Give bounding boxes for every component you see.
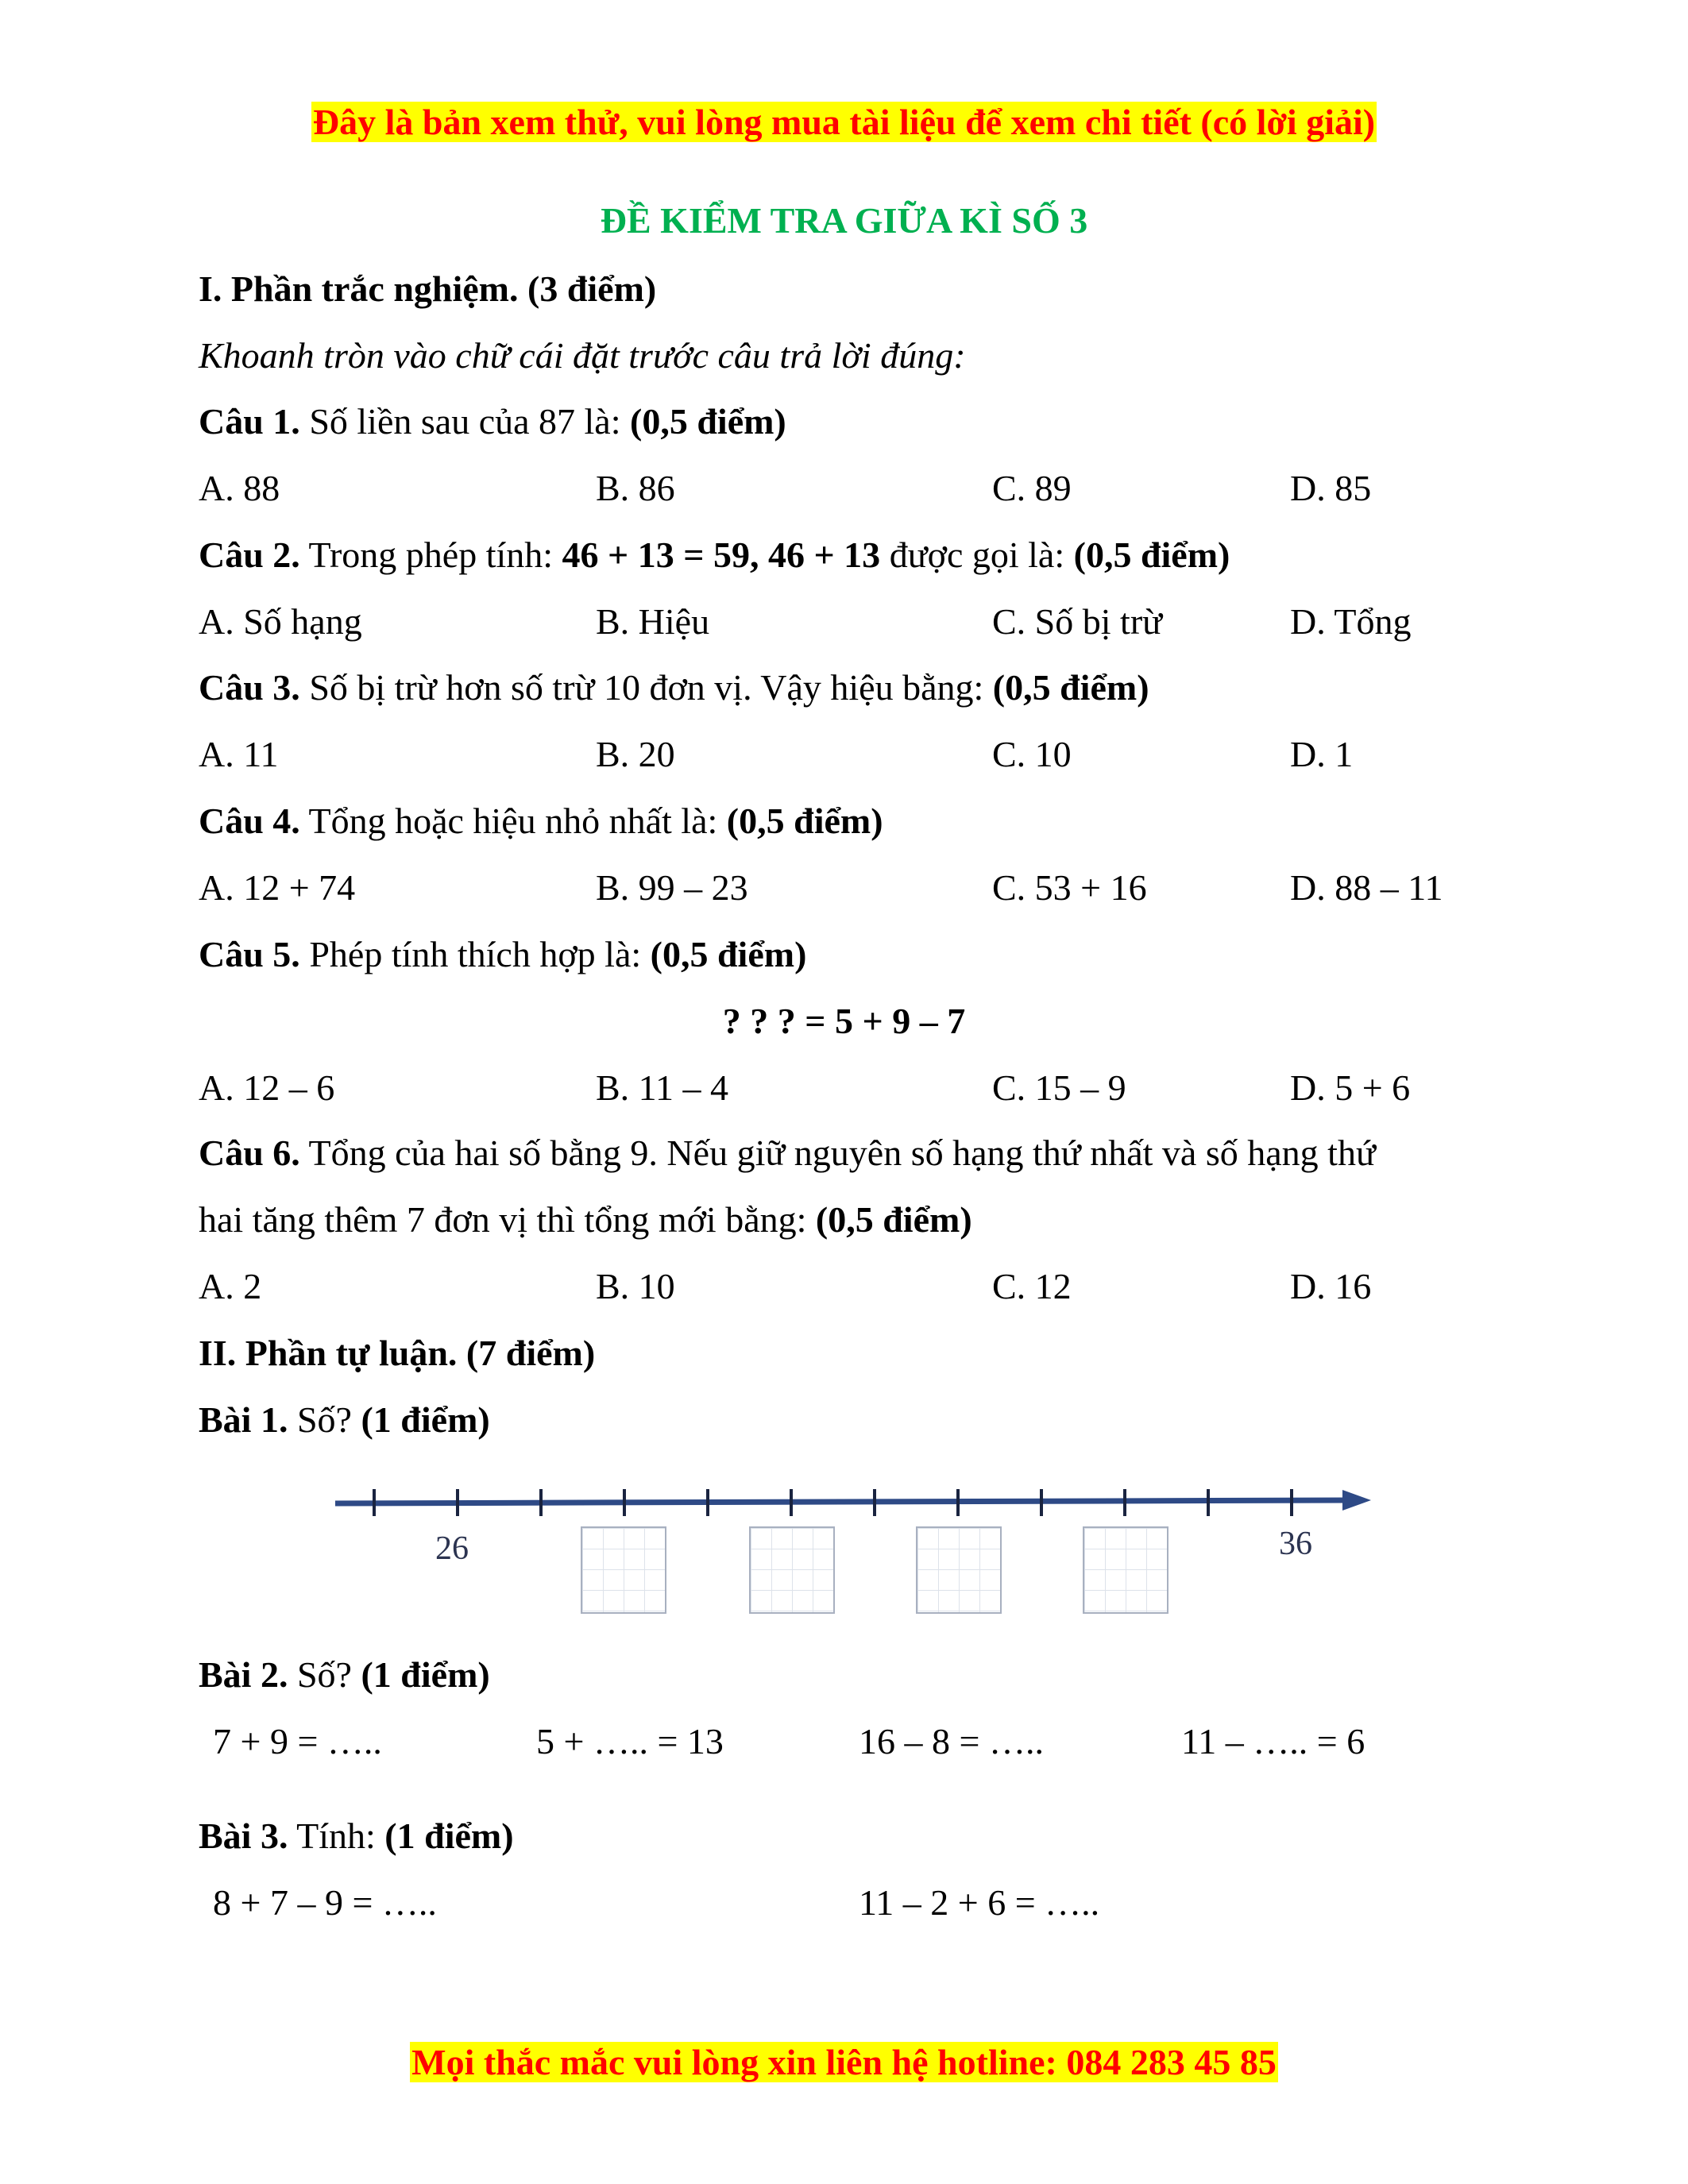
- bai3-heading: Bài 3. Tính: (1 điểm): [199, 1815, 514, 1856]
- q2-option-b[interactable]: B. Hiệu: [596, 601, 710, 642]
- bai2-item-3: 16 – 8 = …..: [859, 1721, 1044, 1761]
- q5-option-a[interactable]: A. 12 – 6: [199, 1067, 335, 1108]
- q2-option-c[interactable]: C. Số bị trừ: [992, 601, 1163, 642]
- question-3: Câu 3. Số bị trừ hơn số trừ 10 đơn vị. Vậy hiệu bằng: (0,5 điểm): [199, 667, 1149, 708]
- bai2-item-4: 11 – ….. = 6: [1181, 1721, 1365, 1761]
- q5-option-c[interactable]: C. 15 – 9: [992, 1067, 1126, 1108]
- numberline-start-label: 26: [435, 1530, 469, 1567]
- numberline-end-label: 36: [1279, 1526, 1312, 1562]
- preview-banner: Đây là bản xem thử, vui lòng mua tài liệu để xem chi tiết (có lời giải): [312, 102, 1376, 142]
- answer-box[interactable]: [749, 1526, 835, 1614]
- question-2: Câu 2. Trong phép tính: 46 + 13 = 59, 46 + 13 được gọi là: (0,5 điểm): [199, 534, 1230, 575]
- answer-box[interactable]: [581, 1526, 666, 1614]
- question-6-line2: hai tăng thêm 7 đơn vị thì tổng mới bằng: (0,5 điểm): [199, 1199, 972, 1240]
- q5-option-d[interactable]: D. 5 + 6: [1290, 1067, 1411, 1108]
- arrow-head-icon: [1342, 1490, 1371, 1511]
- q6-option-a[interactable]: A. 2: [199, 1266, 262, 1306]
- answer-box[interactable]: [1083, 1526, 1168, 1614]
- q4-option-c[interactable]: C. 53 + 16: [992, 867, 1147, 908]
- q4-option-d[interactable]: D. 88 – 11: [1290, 867, 1443, 908]
- q1-option-c[interactable]: C. 89: [992, 468, 1072, 508]
- part1-heading: I. Phần trắc nghiệm. (3 điểm): [199, 268, 657, 309]
- q6-option-d[interactable]: D. 16: [1290, 1266, 1372, 1306]
- numberline-axis: [335, 1500, 1350, 1503]
- bai1-heading: Bài 1. Số? (1 điểm): [199, 1399, 490, 1440]
- q6-option-b[interactable]: B. 10: [596, 1266, 675, 1306]
- q5-option-b[interactable]: B. 11 – 4: [596, 1067, 728, 1108]
- q6-option-c[interactable]: C. 12: [992, 1266, 1072, 1306]
- bai3-item-1: 8 + 7 – 9 = …..: [213, 1882, 437, 1923]
- q5-equation: ? ? ? = 5 + 9 – 7: [722, 1001, 966, 1041]
- q3-option-a[interactable]: A. 11: [199, 734, 279, 774]
- part2-heading: II. Phần tự luận. (7 điểm): [199, 1333, 596, 1373]
- question-4: Câu 4. Tổng hoặc hiệu nhỏ nhất là: (0,5 điểm): [199, 801, 883, 841]
- q2-option-d[interactable]: D. Tổng: [1290, 601, 1412, 642]
- question-6: Câu 6. Tổng của hai số bằng 9. Nếu giữ nguyên số hạng thứ nhất và số hạng thứ: [199, 1133, 1376, 1173]
- question-1: Câu 1. Số liền sau của 87 là: (0,5 điểm): [199, 401, 786, 442]
- bai2-item-2: 5 + ….. = 13: [536, 1721, 724, 1761]
- q4-option-a[interactable]: A. 12 + 74: [199, 867, 356, 908]
- bai2-heading: Bài 2. Số? (1 điểm): [199, 1654, 490, 1695]
- q4-option-b[interactable]: B. 99 – 23: [596, 867, 748, 908]
- part1-instruction: Khoanh tròn vào chữ cái đặt trước câu trả lời đúng:: [199, 335, 966, 376]
- bai3-item-2: 11 – 2 + 6 = …..: [859, 1882, 1100, 1923]
- answer-box[interactable]: [916, 1526, 1002, 1614]
- q1-option-b[interactable]: B. 86: [596, 468, 675, 508]
- q2-option-a[interactable]: A. Số hạng: [199, 601, 362, 642]
- page-title: ĐỀ KIỂM TRA GIỮA KÌ SỐ 3: [600, 200, 1088, 241]
- bai2-item-1: 7 + 9 = …..: [213, 1721, 382, 1761]
- q3-option-d[interactable]: D. 1: [1290, 734, 1354, 774]
- q1-option-a[interactable]: A. 88: [199, 468, 280, 508]
- q3-option-c[interactable]: C. 10: [992, 734, 1072, 774]
- q1-option-d[interactable]: D. 85: [1290, 468, 1372, 508]
- q3-option-b[interactable]: B. 20: [596, 734, 675, 774]
- question-5: Câu 5. Phép tính thích hợp là: (0,5 điểm): [199, 934, 807, 974]
- hotline-banner: Mọi thắc mắc vui lòng xin liên hệ hotline: 084 283 45 85: [411, 2042, 1277, 2082]
